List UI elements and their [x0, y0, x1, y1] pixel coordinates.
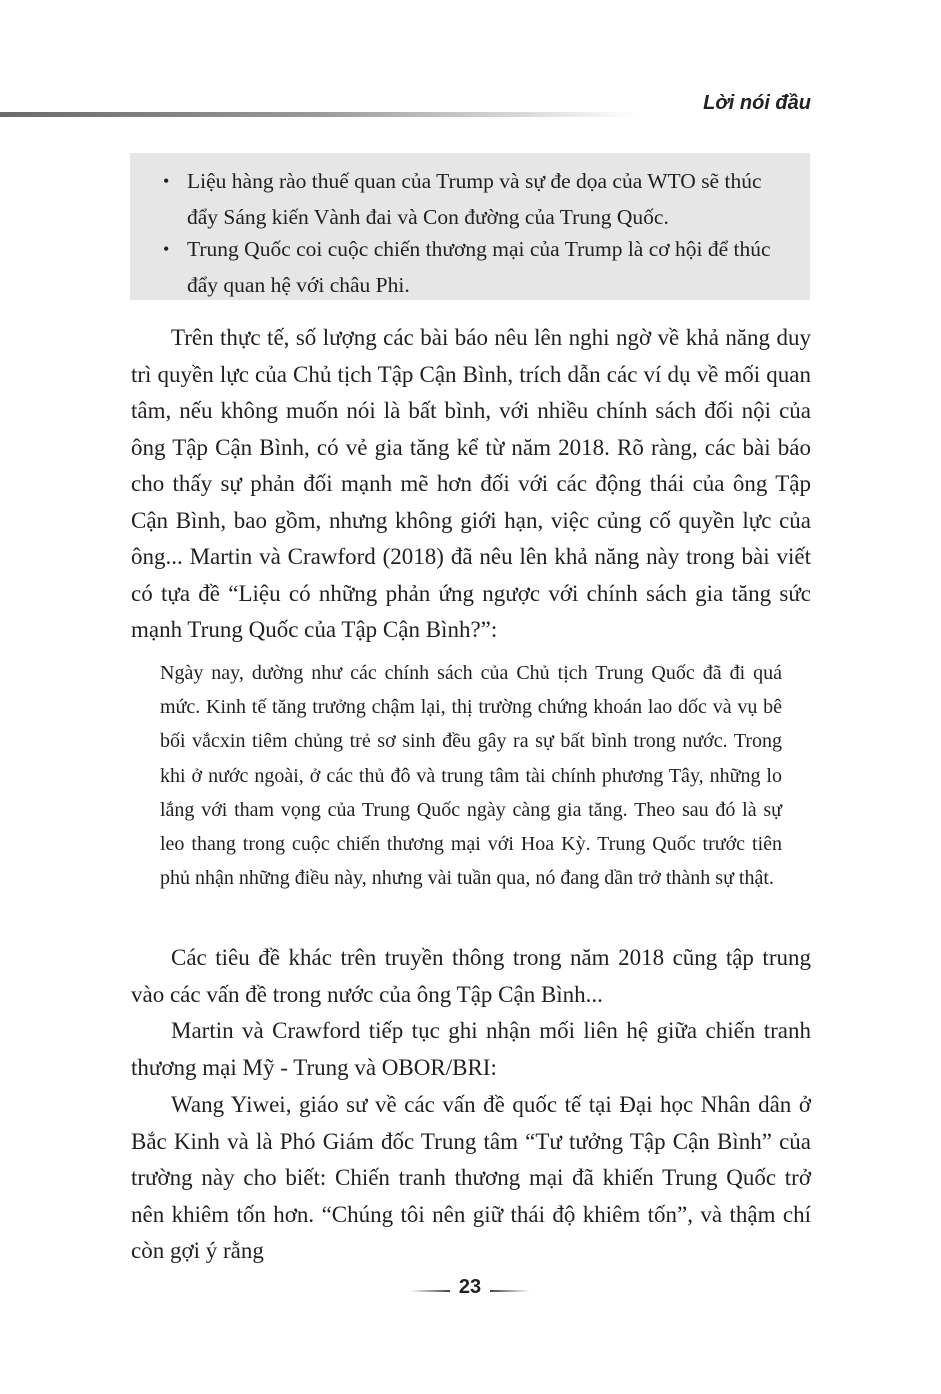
body-paragraph: Các tiêu đề khác trên truyền thông trong năm 2018 cũng tập trung vào các vấn đề trong nước của ông Tập Cận Bình... [131, 945, 811, 1007]
page-number: 23 [458, 1276, 482, 1298]
section-title: Lời nói đầu [703, 92, 811, 114]
page-number-rule-right [490, 1290, 530, 1292]
bullet-icon: • [163, 171, 170, 191]
header-rule [0, 112, 640, 117]
body-paragraph: Martin và Crawford tiếp tục ghi nhận mối liên hệ giữa chiến tranh thương mại Mỹ - Trung và OBOR/BRI: [131, 1018, 811, 1080]
bullet-text: Trung Quốc coi cuộc chiến thương mại của Trump là cơ hội để thúc đẩy quan hệ với châu Phi. [187, 237, 771, 297]
bullet-text: Liệu hàng rào thuế quan của Trump và sự đe dọa của WTO sẽ thúc đẩy Sáng kiến Vành đai và Con đường của Trung Quốc. [187, 169, 762, 229]
page-number-rule-left [410, 1290, 450, 1292]
bullet-item [163, 231, 787, 303]
block-quote: Ngày nay, dường như các chính sách của Chủ tịch Trung Quốc đã đi quá mức. Kinh tế tăng trưởng chậm lại, thị trường chứng khoán lao dốc và vụ bê bối vắcxin tiêm chủng trẻ sơ sinh đều gây ra sự bất bình trong nước. Trong khi ở nước ngoài, ở các thủ đô và trung tâm tài chính phương Tây, những lo lắng với tham vọng của Trung Quốc ngày càng gia tăng. Theo sau đó là sự leo thang trong cuộc chiến thương mại với Hoa Kỳ. Trung Quốc trước tiên phủ nhận những điều này, nhưng vài tuần qua, nó đang dần trở thành sự thật. [160, 662, 782, 890]
bullet-item [163, 163, 787, 235]
body-paragraph: Trên thực tế, số lượng các bài báo nêu lên nghi ngờ về khả năng duy trì quyền lực của Chủ tịch Tập Cận Bình, trích dẫn các ví dụ về mối quan tâm, nếu không muốn nói là bất bình, với nhiều chính sách đối nội của ông Tập Cận Bình, có vẻ gia tăng kể từ năm 2018. Rõ ràng, các bài báo cho thấy sự phản đối mạnh mẽ hơn đối với các động thái của ông Tập Cận Bình, bao gồm, nhưng không giới hạn, việc củng cố quyền lực của ông... Martin và Crawford (2018) đã nêu lên khả năng này trong bài viết có tựa đề “Liệu có những phản ứng ngược với chính sách gia tăng sức mạnh Trung Quốc của Tập Cận Bình?”: [131, 325, 811, 642]
bullet-icon: • [163, 239, 170, 259]
highlight-box [130, 153, 810, 300]
body-paragraph: Wang Yiwei, giáo sư về các vấn đề quốc tế tại Đại học Nhân dân ở Bắc Kinh và là Phó Giám đốc Trung tâm “Tư tưởng Tập Cận Bình” của trường này cho biết: Chiến tranh thương mại đã khiến Trung Quốc trở nên khiêm tốn hơn. “Chúng tôi nên giữ thái độ khiêm tốn”, và thậm chí còn gợi ý rằng [131, 1092, 811, 1263]
page-footer [410, 1276, 530, 1306]
